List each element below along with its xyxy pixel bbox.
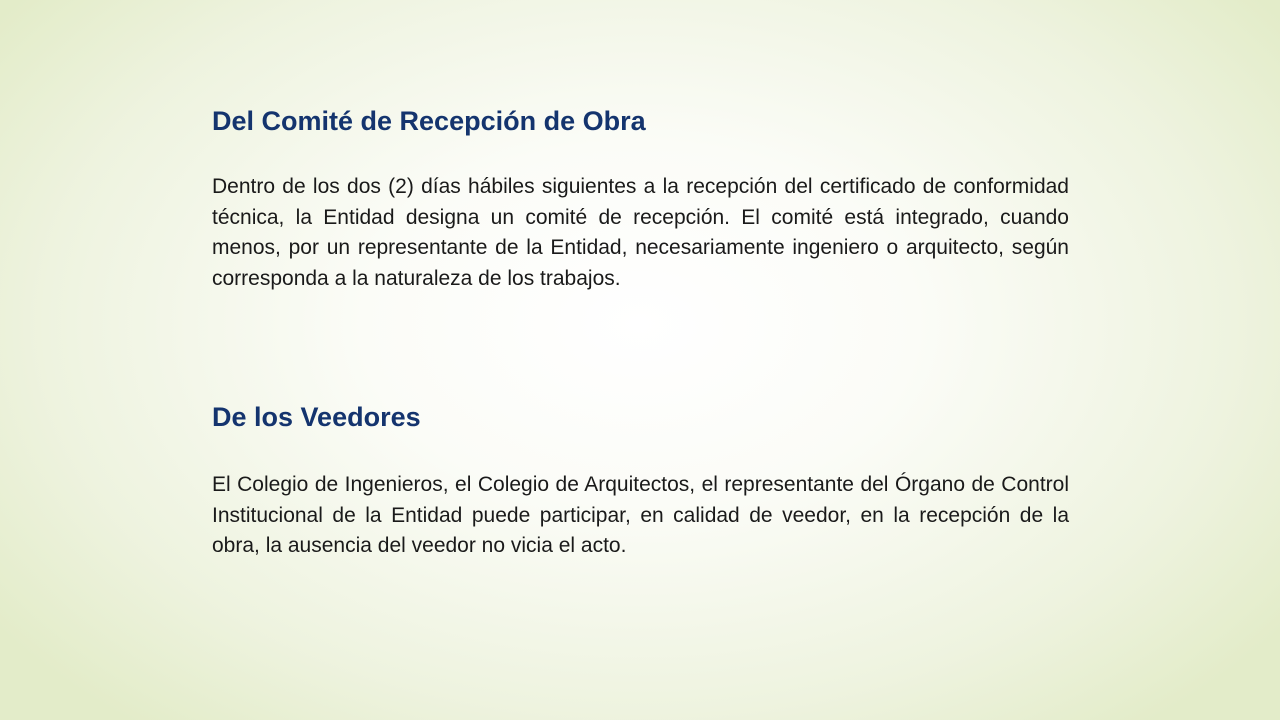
section-body-comite: Dentro de los dos (2) días hábiles siguientes a la recepción del certificado de conformidad técnica, la Entidad designa un comité de recepción. El comité está integrado, cuando menos, por un representante de la Entidad, necesariamente ingeniero o arquitecto, según corresponda a la naturaleza de los trabajos. [212,175,1069,290]
section-body-veedores: El Colegio de Ingenieros, el Colegio de Arquitectos, el representante del Órgano de Control Institucional de la Entidad puede participar, en calidad de veedor, en la recepción de la obra, la ausencia del veedor no vicia el acto. [212,473,1069,557]
section-heading-veedores: De los Veedores [212,402,421,432]
slide-content [212,0,1069,720]
section-heading-comite: Del Comité de Recepción de Obra [212,106,646,136]
